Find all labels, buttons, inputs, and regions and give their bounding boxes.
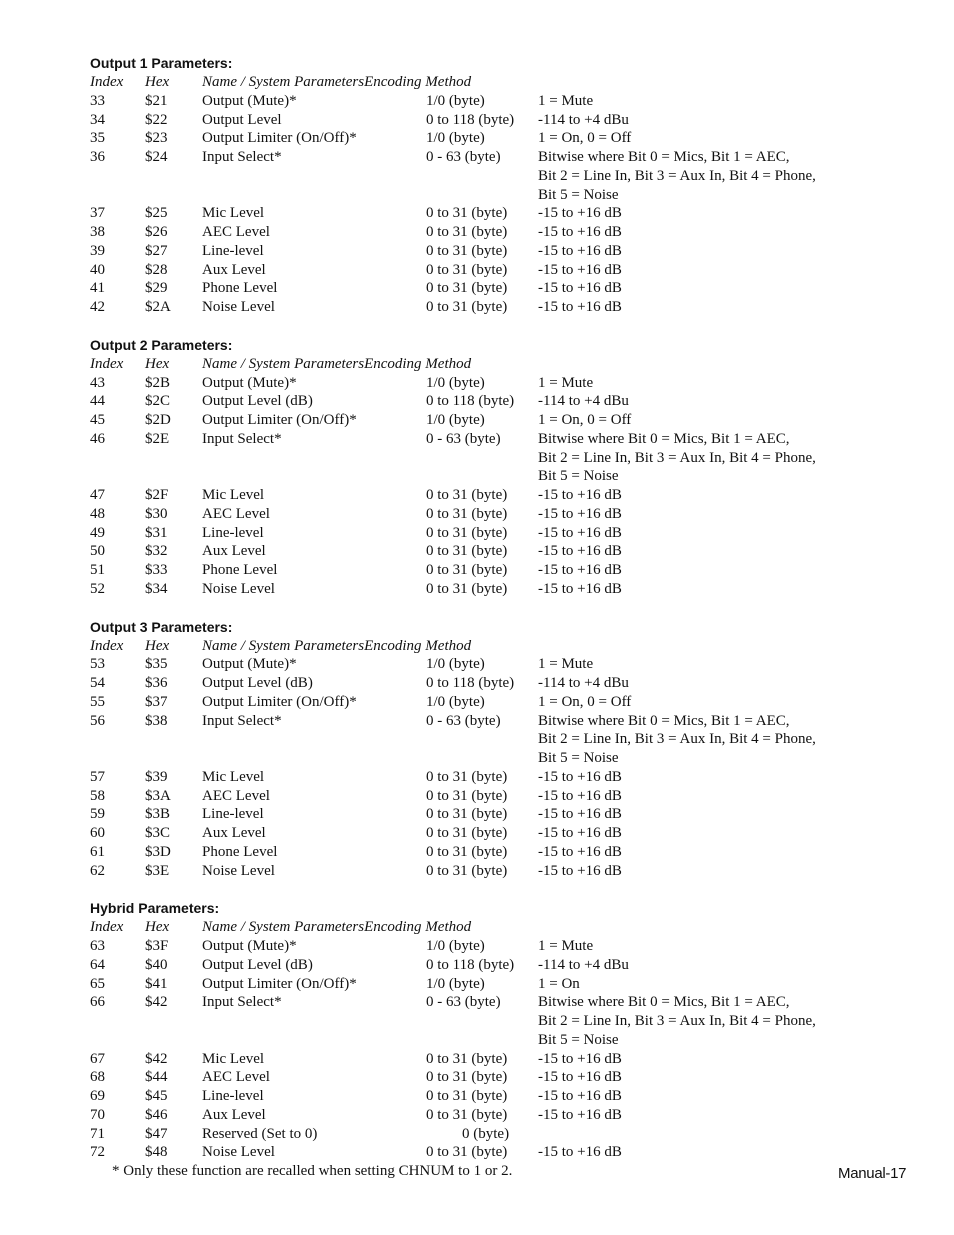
row-index: 43 [90,374,105,391]
table-header [90,637,900,656]
table-row [90,411,900,430]
row-hex: $29 [145,280,168,297]
row-name: Output Level [202,111,282,128]
row-value: -114 to +4 dBu [538,393,629,410]
row-hex: $24 [145,149,168,165]
row-index: 67 [90,1050,105,1067]
row-value: 1 = On, 0 = Off [538,693,632,710]
row-value: 1 = On [538,975,580,992]
table-row [90,937,900,956]
table-row [90,843,900,862]
table-row [90,561,900,580]
row-value: -15 to +16 dB [538,299,622,315]
row-encoding: 0 to 31 (byte) [426,768,508,785]
row-hex: $39 [145,768,168,785]
table-row-continuation [90,749,900,768]
row-value: Bitwise where Bit 0 = Mics, Bit 1 = AEC, [538,149,790,165]
row-index: 55 [90,693,105,710]
table-row-continuation [90,1031,900,1050]
table-row [90,993,900,1012]
row-index: 62 [90,862,105,879]
row-index: 68 [90,1069,105,1086]
row-hex: $28 [145,261,168,278]
row-encoding: 0 to 31 (byte) [426,205,508,222]
row-value: -15 to +16 dB [538,1069,622,1086]
row-value: -15 to +16 dB [538,505,622,522]
table-row [90,542,900,561]
row-hex: $2A [145,299,171,315]
row-encoding: 1/0 (byte) [426,693,485,710]
row-index: 69 [90,1088,105,1104]
row-hex: $38 [145,712,168,729]
row-encoding: 0 to 118 (byte) [426,675,515,691]
table-row [90,824,900,843]
table-row [90,693,900,712]
row-hex: $3F [145,938,169,954]
table-row [90,1068,900,1087]
row-hex: $2D [145,412,171,428]
row-value-continued: Bit 2 = Line In, Bit 3 = Aux In, Bit 4 = Phone, [538,1013,816,1029]
section-title: Hybrid Parameters: [90,900,220,917]
table-row [90,298,900,317]
table-row [90,805,900,824]
row-value: 1 = Mute [538,938,594,954]
row-hex: $47 [145,1125,168,1142]
row-hex: $46 [145,1106,168,1123]
table-row [90,1087,900,1106]
row-value: Bitwise where Bit 0 = Mics, Bit 1 = AEC, [538,994,790,1011]
row-value: -15 to +16 dB [538,1144,622,1161]
row-encoding: 0 to 118 (byte) [426,393,515,410]
row-name: Output Limiter (On/Off)* [202,412,357,428]
row-encoding: 1/0 (byte) [426,938,485,954]
row-name: Input Select* [202,149,282,165]
table-header [90,355,900,374]
row-name: Output (Mute)* [202,656,297,673]
row-index: 37 [90,205,105,222]
row-name: Aux Level [202,261,266,278]
row-index: 58 [90,787,105,804]
row-name: Output Level (dB) [202,675,313,691]
header-index: Index [90,355,124,372]
row-index: 64 [90,956,105,973]
row-encoding: 0 - 63 (byte) [426,712,501,729]
row-hex: $35 [145,656,168,673]
row-value: -114 to +4 dBu [538,111,629,128]
row-encoding: 0 to 31 (byte) [426,280,508,297]
table-row [90,279,900,298]
table-row [90,505,900,524]
row-value: -15 to +16 dB [538,224,622,240]
row-encoding: 0 to 118 (byte) [426,111,515,128]
row-encoding: 0 - 63 (byte) [426,430,501,447]
row-hex: $2E [145,430,170,447]
row-value: -15 to +16 dB [538,580,622,597]
row-name: Aux Level [202,825,266,841]
row-value: -15 to +16 dB [538,280,622,297]
row-name: Phone Level [202,562,278,578]
header-hex: Hex [145,355,170,372]
table-row [90,129,900,148]
row-hex: $3C [145,825,171,841]
header-encoding-label: Encoding Method [364,355,472,372]
table-row [90,712,900,731]
table-row [90,524,900,543]
row-hex: $25 [145,205,168,222]
row-name: AEC Level [202,787,270,804]
row-index: 52 [90,580,105,597]
row-index: 33 [90,92,105,109]
row-value: -15 to +16 dB [538,487,622,503]
row-name: Reserved (Set to 0) [202,1125,318,1142]
row-name: Output (Mute)* [202,92,297,109]
row-name: Output Limiter (On/Off)* [202,693,357,710]
row-encoding: 0 to 31 (byte) [426,1106,508,1123]
parameter-section [90,54,900,317]
row-name: Aux Level [202,543,266,560]
row-encoding: 0 to 31 (byte) [426,562,508,578]
table-row-continuation [90,467,900,486]
row-hex: $22 [145,111,168,128]
row-index: 45 [90,412,105,428]
row-encoding: 0 - 63 (byte) [426,994,501,1011]
row-index: 72 [90,1144,105,1161]
table-row [90,486,900,505]
header-name [202,637,471,656]
row-name: Noise Level [202,580,275,597]
row-hex: $2F [145,487,169,503]
header-hex: Hex [145,919,170,936]
row-encoding: 0 - 63 (byte) [426,149,501,165]
row-index: 59 [90,806,105,823]
row-value: -15 to +16 dB [538,825,622,841]
row-encoding: 1/0 (byte) [426,656,485,673]
row-index: 57 [90,768,105,785]
row-encoding: 0 to 31 (byte) [426,825,508,841]
table-row [90,242,900,261]
row-index: 34 [90,111,105,128]
table-row [90,956,900,975]
header-name [202,73,471,92]
row-encoding: 1/0 (byte) [426,130,485,147]
row-name: Mic Level [202,1050,265,1067]
parameter-section [90,336,900,599]
row-name: Noise Level [202,299,275,315]
row-name: Output Level (dB) [202,393,313,410]
table-row [90,204,900,223]
row-hex: $33 [145,562,168,578]
row-hex: $41 [145,975,168,992]
row-hex: $27 [145,242,168,259]
row-index: 61 [90,843,105,860]
row-value: -15 to +16 dB [538,806,622,823]
row-name: Mic Level [202,205,265,222]
table-row [90,430,900,449]
document-page [90,54,900,1181]
row-hex: $36 [145,675,168,691]
row-index: 50 [90,543,105,560]
header-name-label: Name / System Parameters [202,355,365,372]
row-hex: $3E [145,862,170,879]
row-value: Bitwise where Bit 0 = Mics, Bit 1 = AEC, [538,712,790,729]
row-encoding: 0 to 118 (byte) [426,956,515,973]
row-index: 54 [90,675,105,691]
footnote [90,1162,900,1181]
row-name: Input Select* [202,712,282,729]
row-encoding: 0 to 31 (byte) [426,242,508,259]
row-name: Input Select* [202,994,282,1011]
row-index: 51 [90,562,105,578]
row-index: 38 [90,224,105,240]
header-encoding-label: Encoding Method [364,919,472,936]
table-row [90,1106,900,1125]
table-row-continuation [90,186,900,205]
row-index: 42 [90,299,105,315]
row-encoding: 0 to 31 (byte) [426,543,508,560]
row-value: 1 = Mute [538,374,594,391]
row-value: Bitwise where Bit 0 = Mics, Bit 1 = AEC, [538,430,790,447]
table-row-continuation [90,730,900,749]
row-hex: $3B [145,806,171,823]
row-value-continued: Bit 5 = Noise [538,1031,619,1048]
row-value: -15 to +16 dB [538,205,622,222]
row-value-continued: Bit 5 = Noise [538,750,619,766]
row-hex: $3D [145,843,171,860]
row-value-continued: Bit 5 = Noise [538,468,619,485]
row-name: Output Limiter (On/Off)* [202,975,357,992]
row-name: Line-level [202,1088,264,1104]
row-name: Line-level [202,524,264,541]
row-hex: $30 [145,505,168,522]
row-index: 35 [90,130,105,147]
table-row [90,261,900,280]
row-value-continued: Bit 2 = Line In, Bit 3 = Aux In, Bit 4 = Phone, [538,167,816,184]
row-hex: $45 [145,1088,168,1104]
row-index: 49 [90,524,105,541]
row-encoding: 0 to 31 (byte) [426,862,508,879]
row-encoding: 0 to 31 (byte) [426,1050,508,1067]
row-index: 66 [90,994,105,1011]
row-value: -15 to +16 dB [538,1106,622,1123]
row-hex: $21 [145,92,168,109]
row-name: AEC Level [202,224,270,240]
row-index: 40 [90,261,105,278]
table-row [90,862,900,881]
header-encoding-label: Encoding Method [364,637,472,654]
row-index: 65 [90,975,105,992]
row-value: -15 to +16 dB [538,862,622,879]
row-index: 70 [90,1106,105,1123]
table-row [90,787,900,806]
row-hex: $31 [145,524,168,541]
row-name: Noise Level [202,862,275,879]
table-row [90,223,900,242]
row-encoding: 1/0 (byte) [426,374,485,391]
section-title: Output 1 Parameters: [90,55,233,71]
header-index: Index [90,74,124,90]
row-encoding: 0 to 31 (byte) [426,261,508,278]
row-name: Mic Level [202,487,265,503]
row-hex: $42 [145,994,168,1011]
row-hex: $42 [145,1050,168,1067]
row-value: -15 to +16 dB [538,261,622,278]
row-value: -15 to +16 dB [538,524,622,541]
table-row [90,768,900,787]
row-hex: $26 [145,224,168,240]
row-hex: $3A [145,787,171,804]
row-index: 63 [90,938,105,954]
header-name [202,918,471,937]
table-row [90,674,900,693]
row-name: Output Limiter (On/Off)* [202,130,357,147]
table-row-continuation [90,1012,900,1031]
row-hex: $37 [145,693,168,710]
row-value-continued: Bit 2 = Line In, Bit 3 = Aux In, Bit 4 = Phone, [538,449,816,466]
table-row-continuation [90,449,900,468]
header-name-label: Name / System Parameters [202,919,365,936]
page-number: Manual-17 [838,1165,907,1182]
row-encoding: 0 to 31 (byte) [426,224,508,240]
table-row [90,392,900,411]
row-encoding: 0 to 31 (byte) [426,580,508,597]
header-name-label: Name / System Parameters [202,637,365,654]
row-encoding: 0 to 31 (byte) [426,524,508,541]
row-value: -15 to +16 dB [538,1088,622,1104]
row-encoding: 0 to 31 (byte) [426,299,508,315]
row-encoding: 0 to 31 (byte) [426,843,508,860]
header-name [202,355,471,374]
row-index: 47 [90,487,105,503]
table-row [90,92,900,111]
table-row [90,655,900,674]
row-hex: $32 [145,543,168,560]
row-index: 41 [90,280,105,297]
row-value: -15 to +16 dB [538,562,622,578]
header-hex: Hex [145,74,170,90]
row-name: Line-level [202,242,264,259]
table-row [90,1143,900,1162]
row-encoding: 1/0 (byte) [426,412,485,428]
row-hex: $44 [145,1069,168,1086]
row-encoding: 0 to 31 (byte) [426,806,508,823]
row-value: -15 to +16 dB [538,787,622,804]
row-name: Phone Level [202,280,278,297]
row-index: 36 [90,149,105,165]
row-index: 39 [90,242,105,259]
row-name: AEC Level [202,505,270,522]
row-name: Noise Level [202,1144,275,1161]
row-encoding: 0 to 31 (byte) [426,1144,508,1161]
row-encoding: 0 to 31 (byte) [426,787,508,804]
section-title: Output 2 Parameters: [90,336,233,353]
table-header [90,918,900,937]
footnote-text: * Only these function are recalled when setting CHNUM to 1 or 2. [112,1163,513,1179]
row-hex: $34 [145,580,168,597]
row-hex: $23 [145,130,168,147]
parameter-section [90,618,900,881]
row-value: -114 to +4 dBu [538,675,629,691]
row-hex: $48 [145,1144,168,1161]
row-encoding: 1/0 (byte) [426,92,485,109]
header-encoding-label: Encoding Method [364,74,472,90]
row-value: -15 to +16 dB [538,768,622,785]
table-row [90,580,900,599]
header-hex: Hex [145,637,170,654]
row-hex: $2B [145,374,171,391]
row-value: -114 to +4 dBu [538,956,629,973]
row-name: Phone Level [202,843,278,860]
row-index: 44 [90,393,105,410]
row-name: Output Level (dB) [202,956,313,973]
row-name: AEC Level [202,1069,270,1086]
table-row [90,111,900,130]
row-value: -15 to +16 dB [538,242,622,259]
header-index: Index [90,919,124,936]
row-name: Line-level [202,806,264,823]
row-index: 56 [90,712,105,729]
row-index: 71 [90,1125,105,1142]
row-value: 1 = Mute [538,656,594,673]
table-row [90,1125,900,1144]
row-value: 1 = On, 0 = Off [538,412,632,428]
table-row-continuation [90,167,900,186]
row-hex: $2C [145,393,171,410]
header-name-label: Name / System Parameters [202,74,365,90]
table-row [90,975,900,994]
row-index: 46 [90,430,105,447]
table-row [90,148,900,167]
row-index: 48 [90,505,105,522]
table-row [90,374,900,393]
section-title: Output 3 Parameters: [90,618,233,635]
row-name: Output (Mute)* [202,938,297,954]
row-encoding: 0 to 31 (byte) [426,1069,508,1086]
row-encoding: 0 to 31 (byte) [426,1088,508,1104]
row-encoding: 0 to 31 (byte) [426,505,508,522]
row-value: 1 = On, 0 = Off [538,130,632,147]
row-index: 60 [90,825,105,841]
row-index: 53 [90,656,105,673]
row-value: -15 to +16 dB [538,843,622,860]
row-value-continued: Bit 5 = Noise [538,186,619,203]
row-hex: $40 [145,956,168,973]
row-encoding: 0 (byte) [462,1125,510,1142]
row-name: Input Select* [202,430,282,447]
row-name: Output (Mute)* [202,374,297,391]
row-name: Aux Level [202,1106,266,1123]
row-value-continued: Bit 2 = Line In, Bit 3 = Aux In, Bit 4 = Phone, [538,731,816,748]
row-value: -15 to +16 dB [538,543,622,560]
row-value: 1 = Mute [538,92,594,109]
table-header [90,73,900,92]
row-value: -15 to +16 dB [538,1050,622,1067]
table-row [90,1050,900,1069]
row-encoding: 1/0 (byte) [426,975,485,992]
row-name: Mic Level [202,768,265,785]
row-encoding: 0 to 31 (byte) [426,487,508,503]
parameter-section [90,899,900,1162]
header-index: Index [90,637,124,654]
